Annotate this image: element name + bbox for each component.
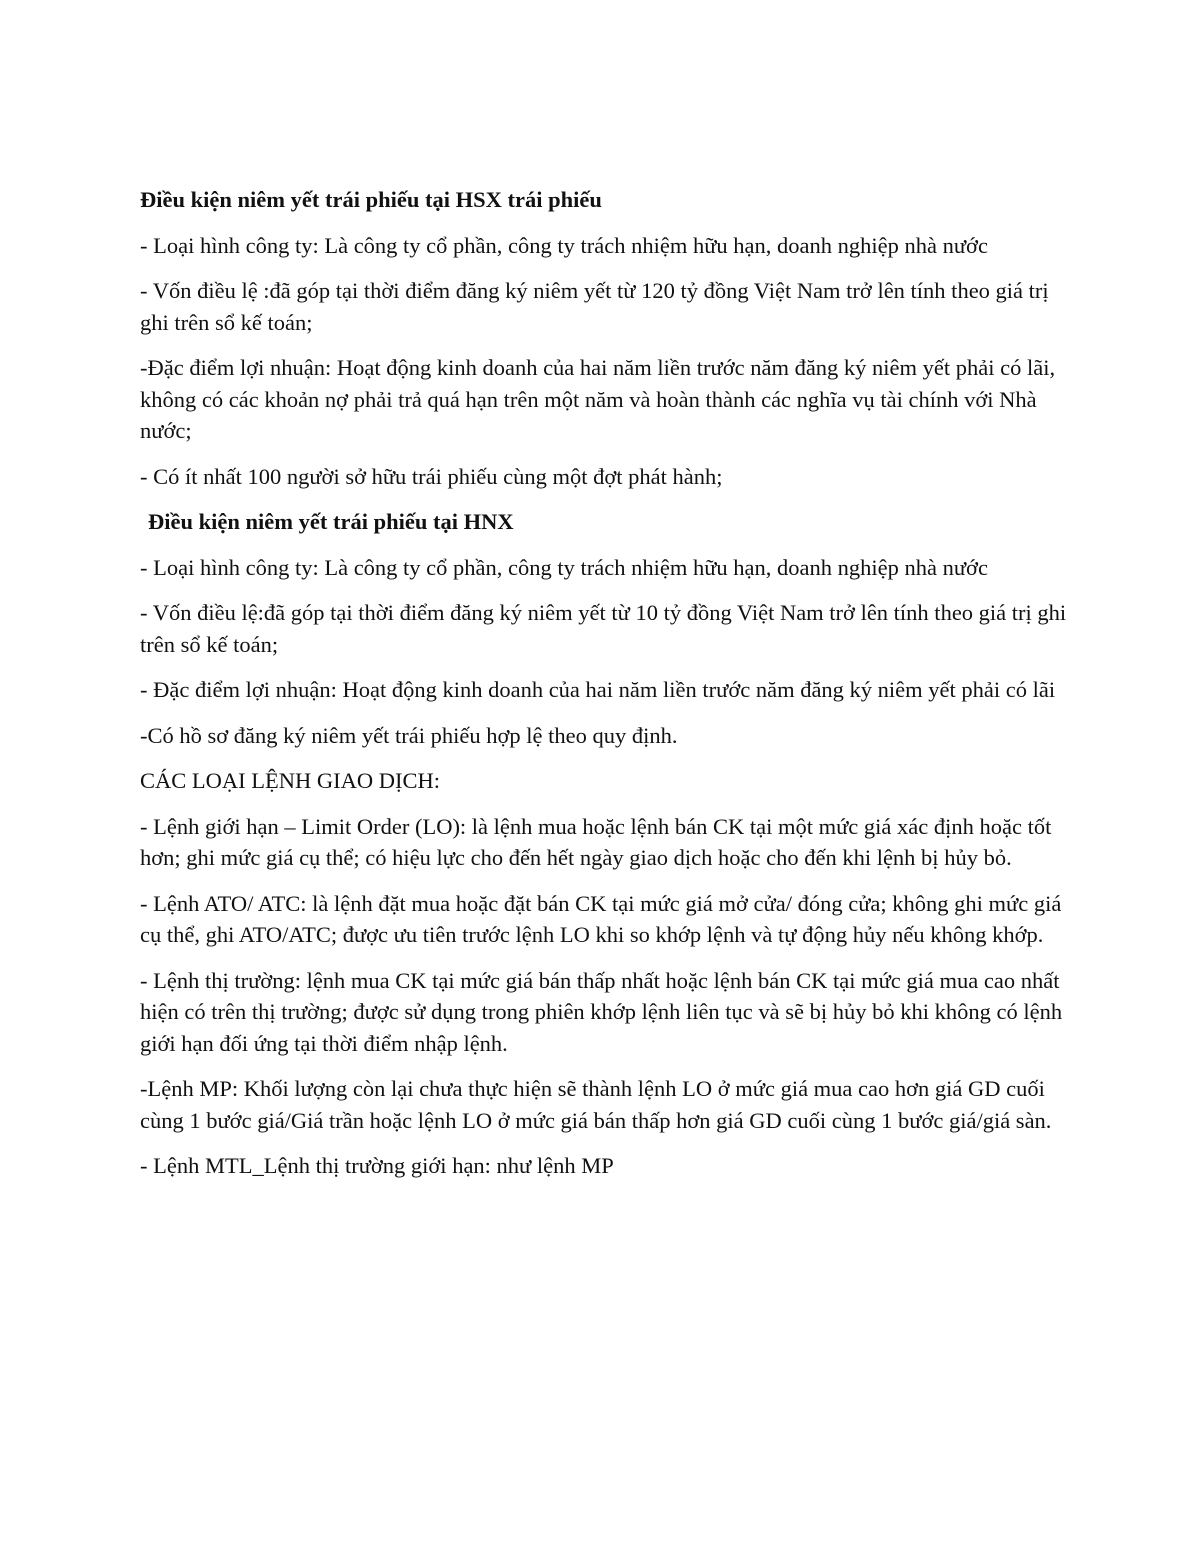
document-page (140, 184, 1070, 1196)
paragraph-hsx-charter-capital: - Vốn điều lệ :đã góp tại thời điểm đăng ký niêm yết từ 120 tỷ đồng Việt Nam trở lên tính theo giá trị ghi trên sổ kế toán; (140, 278, 1049, 335)
paragraph-limit-order: - Lệnh giới hạn – Limit Order (LO): là lệnh mua hoặc lệnh bán CK tại một mức giá xác định hoặc tốt hơn; ghi mức giá cụ thể; có hiệu lực cho đến hết ngày giao dịch hoặc cho đến khi lệnh bị hủy bỏ. (140, 813, 1052, 870)
heading-hnx-conditions: Điều kiện niêm yết trái phiếu tại HNX (148, 509, 514, 534)
paragraph-ato-atc-order: - Lệnh ATO/ ATC: là lệnh đặt mua hoặc đặt bán CK tại mức giá mở cửa/ đóng cửa; không ghi mức giá cụ thể, ghi ATO/ATC; được ưu tiên trước lệnh LO khi so khớp lệnh và tự động hủy nếu không khớp. (140, 890, 1062, 947)
paragraph-mtl-order: - Lệnh MTL_Lệnh thị trường giới hạn: như lệnh MP (140, 1153, 614, 1178)
paragraph-hnx-dossier: -Có hồ sơ đăng ký niêm yết trái phiếu hợp lệ theo quy định. (140, 722, 678, 748)
paragraph-mp-order: -Lệnh MP: Khối lượng còn lại chưa thực hiện sẽ thành lệnh LO ở mức giá mua cao hơn giá GD cuối cùng 1 bước giá/Giá trần hoặc lệnh LO ở mức giá bán thấp hơn giá GD cuối cùng 1 bước giá/giá sàn. (140, 1076, 1052, 1133)
heading-hsx-conditions: Điều kiện niêm yết trái phiếu tại HSX trái phiếu (140, 187, 602, 212)
paragraph-hnx-company-type: - Loại hình công ty: Là công ty cổ phần, công ty trách nhiệm hữu hạn, doanh nghiệp nhà nước (140, 554, 988, 580)
paragraph-market-order: - Lệnh thị trường: lệnh mua CK tại mức giá bán thấp nhất hoặc lệnh bán CK tại mức giá mua cao nhất hiện có trên thị trường; được sử dụng trong phiên khớp lệnh liên tục và sẽ bị hủy bỏ khi không có lệnh giới hạn đối ứng tại thời điểm nhập lệnh. (140, 967, 1063, 1056)
paragraph-hsx-company-type: - Loại hình công ty: Là công ty cổ phần, công ty trách nhiệm hữu hạn, doanh nghiệp nhà nước (140, 232, 988, 258)
heading-order-types: CÁC LOẠI LỆNH GIAO DỊCH: (140, 768, 440, 793)
paragraph-hnx-charter-capital: - Vốn điều lệ:đã góp tại thời điểm đăng ký niêm yết từ 10 tỷ đồng Việt Nam trở lên tính theo giá trị ghi trên sổ kế toán; (140, 600, 1067, 657)
paragraph-hnx-profit: - Đặc điểm lợi nhuận: Hoạt động kinh doanh của hai năm liền trước năm đăng ký niêm yết phải có lãi (140, 677, 1056, 702)
paragraph-hsx-profit: -Đặc điểm lợi nhuận: Hoạt động kinh doanh của hai năm liền trước năm đăng ký niêm yết phải có lãi, không có các khoản nợ phải trả quá hạn trên một năm và hoàn thành các nghĩa vụ tài chính với Nhà nước; (140, 355, 1056, 443)
paragraph-hsx-holders: - Có ít nhất 100 người sở hữu trái phiếu cùng một đợt phát hành; (140, 463, 723, 489)
